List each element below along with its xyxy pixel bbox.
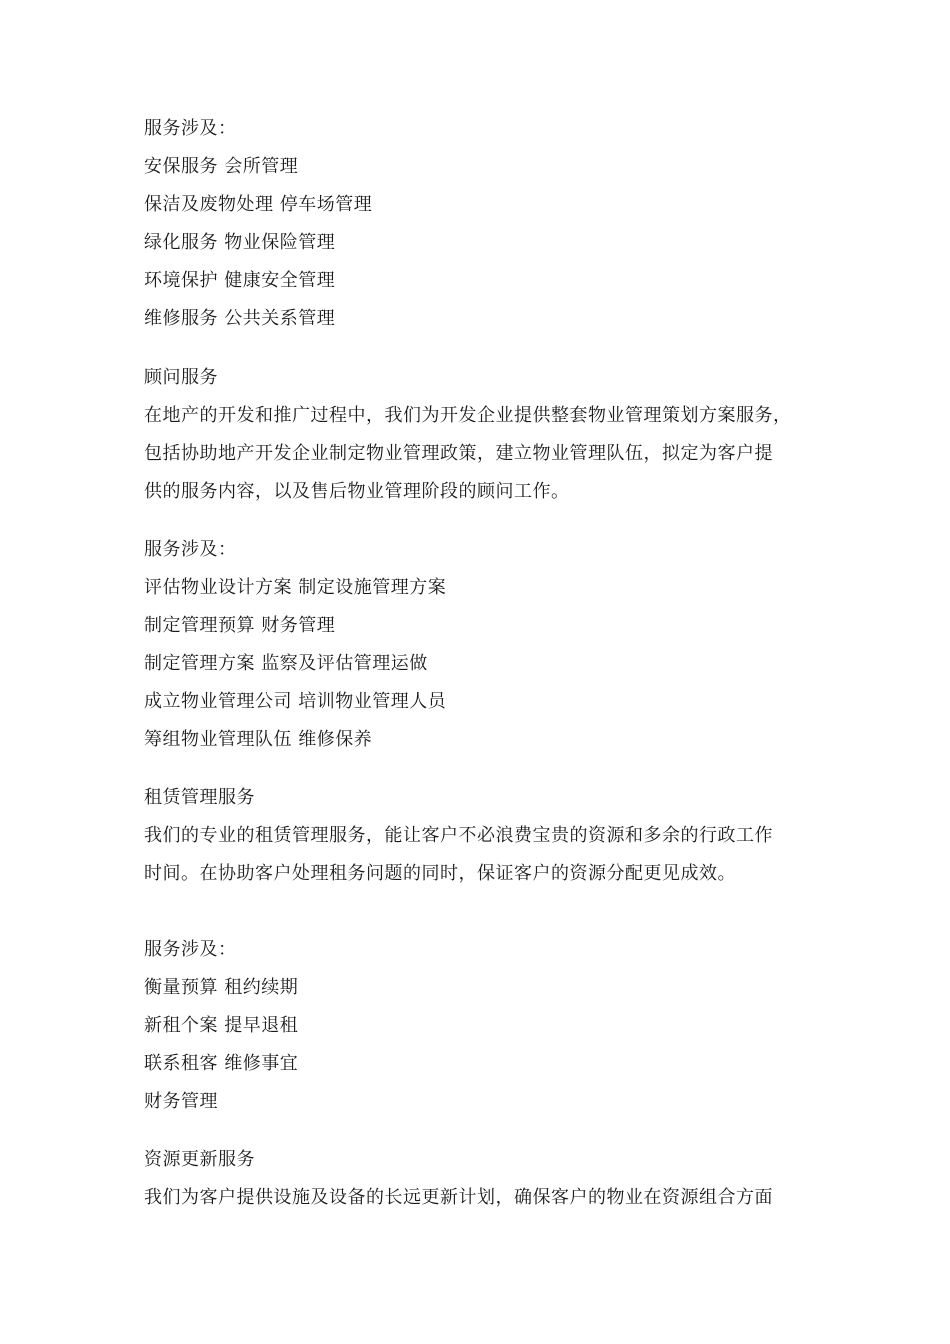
section-heading-consulting: 顾问服务 — [144, 367, 218, 388]
service-item: 衡量预算 租约续期 — [144, 977, 299, 998]
service-item: 筹组物业管理队伍 维修保养 — [144, 729, 373, 750]
service-item: 绿化服务 物业保险管理 — [144, 232, 336, 253]
section-heading-service-scope: 服务涉及： — [144, 539, 237, 560]
paragraph-line: 我们的专业的租赁管理服务，能让客户不必浪费宝贵的资源和多余的行政工作 — [144, 825, 773, 846]
paragraph-line: 时间。在协助客户处理租务问题的同时，保证客户的资源分配更见成效。 — [144, 863, 736, 884]
section-heading-leasing: 租赁管理服务 — [144, 787, 255, 808]
service-item: 成立物业管理公司 培训物业管理人员 — [144, 691, 447, 712]
service-item: 维修服务 公共关系管理 — [144, 308, 336, 329]
service-item: 财务管理 — [144, 1091, 218, 1112]
section-heading-service-scope: 服务涉及： — [144, 118, 237, 139]
section-heading-service-scope: 服务涉及： — [144, 939, 237, 960]
service-item: 新租个案 提早退租 — [144, 1015, 299, 1036]
service-item: 保洁及废物处理 停车场管理 — [144, 194, 373, 215]
service-item: 安保服务 会所管理 — [144, 156, 299, 177]
paragraph-line: 包括协助地产开发企业制定物业管理政策，建立物业管理队伍，拟定为客户提 — [144, 443, 773, 464]
service-item: 联系租客 维修事宜 — [144, 1053, 299, 1074]
paragraph-line: 我们为客户提供设施及设备的长远更新计划，确保客户的物业在资源组合方面 — [144, 1187, 773, 1208]
service-item: 评估物业设计方案 制定设施管理方案 — [144, 577, 447, 598]
service-item: 环境保护 健康安全管理 — [144, 270, 336, 291]
service-item: 制定管理方案 监察及评估管理运做 — [144, 653, 428, 674]
paragraph-line: 在地产的开发和推广过程中，我们为开发企业提供整套物业管理策划方案服务， — [144, 405, 792, 426]
section-heading-renewal: 资源更新服务 — [144, 1149, 255, 1170]
service-item: 制定管理预算 财务管理 — [144, 615, 336, 636]
paragraph-line: 供的服务内容，以及售后物业管理阶段的顾问工作。 — [144, 481, 570, 502]
